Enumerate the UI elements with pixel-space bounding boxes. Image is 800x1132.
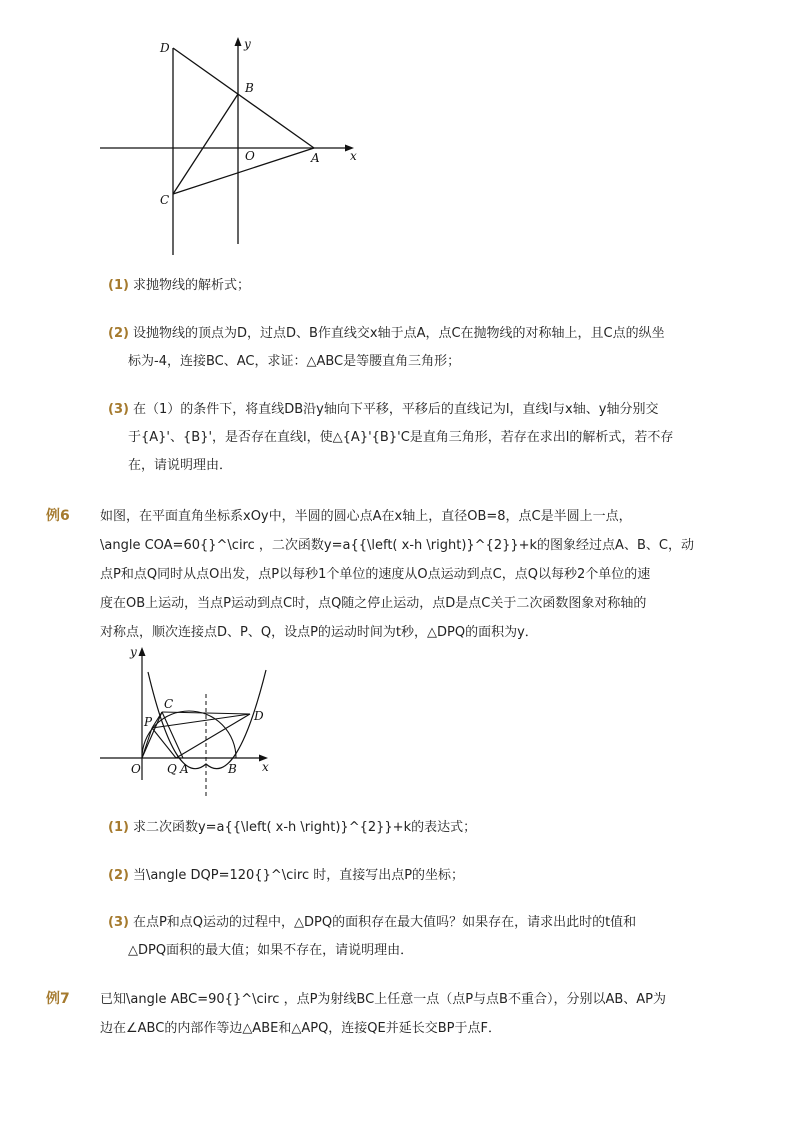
question-text: 求抛物线的解析式； bbox=[132, 278, 250, 293]
segment-pq bbox=[152, 728, 176, 758]
example-body bbox=[100, 502, 710, 647]
question-text-line: 在（1）的条件下，将直线DB沿y轴向下平移，平移后的直线记为l，直线l与x轴、y轴分别交 bbox=[132, 402, 659, 417]
example-body bbox=[100, 985, 710, 1043]
label-a: A bbox=[311, 151, 320, 165]
figure-triangle-axes bbox=[96, 30, 360, 260]
line-db bbox=[173, 48, 314, 148]
figure-parabola-semicircle bbox=[96, 642, 276, 802]
question-number: (3) bbox=[108, 402, 129, 417]
segment-ca bbox=[162, 712, 183, 758]
label-p: P bbox=[144, 715, 153, 729]
example-line: 点P和点Q同时从点O出发，点P以每秒1个单位的速度从O点运动到点C，点Q以每秒2个单位的速 bbox=[100, 567, 651, 582]
question-number: (1) bbox=[108, 820, 129, 835]
question-text-line: 在点P和点Q运动的过程中，△DPQ的面积存在最大值吗？如果存在，请求出此时的t值和 bbox=[132, 915, 637, 930]
segment-bc bbox=[173, 94, 238, 194]
example-line: 度在OB上运动，当点P运动到点C时，点Q随之停止运动，点D是点C关于二次函数图象对称轴的 bbox=[100, 596, 647, 611]
question-number: (3) bbox=[108, 915, 129, 930]
label-x: x bbox=[350, 149, 357, 163]
question-2 bbox=[108, 320, 668, 376]
question-text-line: 在，请说明理由． bbox=[128, 458, 233, 473]
question-number: (2) bbox=[108, 868, 129, 883]
label-o: O bbox=[245, 149, 255, 163]
example6-question-3 bbox=[108, 909, 668, 965]
example-tag: 例7 bbox=[46, 991, 70, 1007]
example-line: \angle COA=60{}^\circ ，二次函数y=a{{\left( x-h \right)}^{2}}+k的图象经过点A、B、C，动 bbox=[100, 538, 694, 553]
label-b: B bbox=[245, 81, 254, 95]
label-x: x bbox=[262, 760, 269, 774]
label-c: C bbox=[160, 193, 170, 207]
label-c: C bbox=[164, 697, 174, 711]
label-d: D bbox=[160, 41, 170, 55]
question-text-line: 标为-4，连接BC、AC，求证：△ABC是等腰直角三角形； bbox=[128, 354, 461, 369]
label-o: O bbox=[131, 762, 141, 776]
label-a: A bbox=[180, 762, 189, 776]
question-text-line: 于{A}'、{B}'，是否存在直线l，使△{A}'{B}'C是直角三角形，若存在求出l的解析式，若不存 bbox=[128, 430, 674, 445]
question-1 bbox=[108, 272, 668, 300]
label-b: B bbox=[228, 762, 237, 776]
label-d: D bbox=[254, 709, 264, 723]
question-text-line: △DPQ面积的最大值；如果不存在，请说明理由． bbox=[128, 943, 414, 958]
example-line: 如图，在平面直角坐标系xOy中，半圆的圆心点A在x轴上，直径OB=8，点C是半圆上一点， bbox=[100, 509, 632, 524]
example-tag: 例6 bbox=[46, 508, 70, 524]
x-axis bbox=[100, 755, 268, 762]
label-y: y bbox=[130, 645, 137, 659]
y-axis bbox=[139, 647, 146, 780]
example6-question-1 bbox=[108, 814, 668, 842]
example-line: 边在∠ABC的内部作等边△ABE和△APQ，连接QE并延长交BP于点F． bbox=[100, 1021, 501, 1036]
example-line: 已知\angle ABC=90{}^\circ ，点P为射线BC上任意一点（点P与点B不重合），分别以AB、AP为 bbox=[100, 992, 666, 1007]
question-number: (1) bbox=[108, 278, 129, 293]
segment-ca bbox=[173, 148, 314, 194]
question-3 bbox=[108, 396, 674, 480]
question-text: 当\angle DQP=120{}^\circ 时，直接写出点P的坐标； bbox=[132, 868, 465, 883]
question-text: 求二次函数y=a{{\left( x-h \right)}^{2}}+k的表达式； bbox=[132, 820, 477, 835]
label-q: Q bbox=[167, 762, 177, 776]
question-text-line: 设抛物线的顶点为D，过点D、B作直线交x轴于点A，点C在抛物线的对称轴上，且C点的纵坐 bbox=[132, 326, 665, 341]
example-line: 对称点，顺次连接点D、P、Q，设点P的运动时间为t秒，△DPQ的面积为y． bbox=[100, 625, 538, 640]
example6-question-2 bbox=[108, 862, 668, 890]
segment-qd bbox=[176, 714, 250, 758]
y-axis bbox=[235, 37, 242, 244]
label-y: y bbox=[244, 37, 251, 51]
question-number: (2) bbox=[108, 326, 129, 341]
